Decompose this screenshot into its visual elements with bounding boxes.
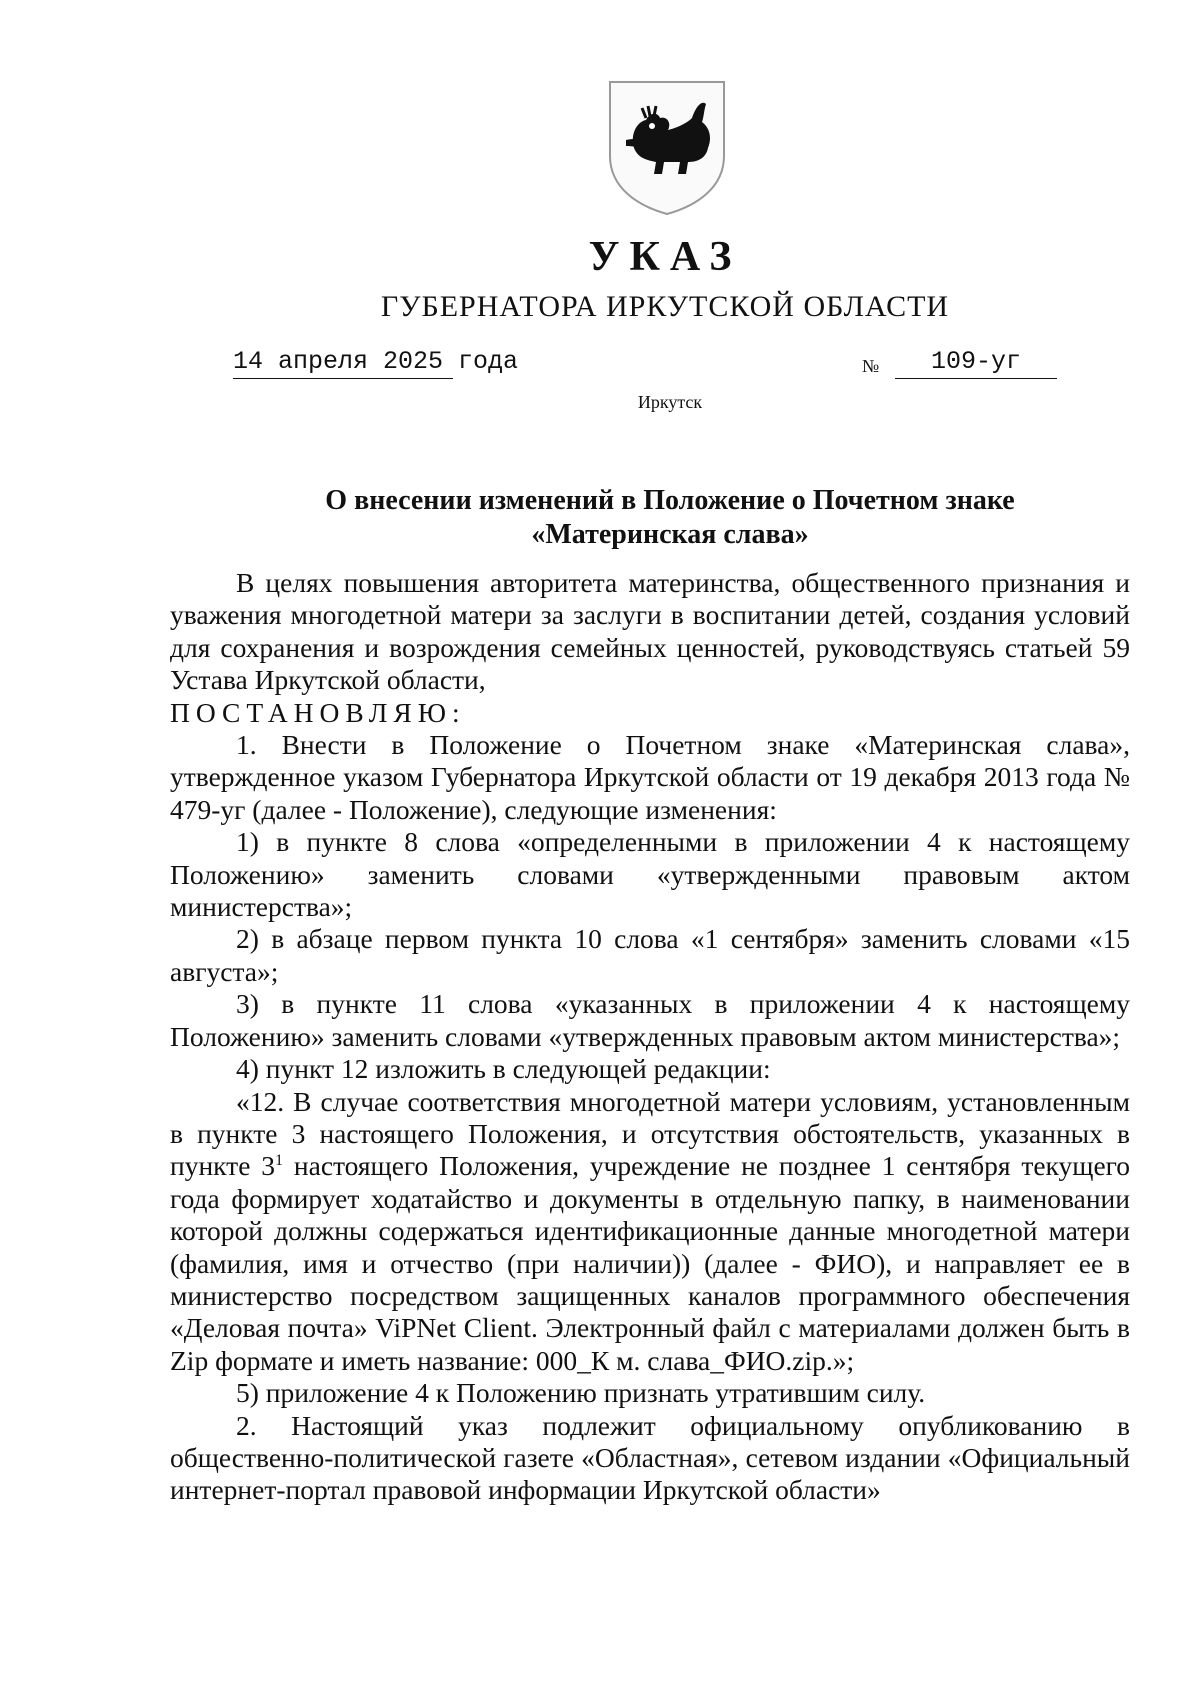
document-city: Иркутск xyxy=(637,392,703,412)
subitem-5-paragraph: 5) приложение 4 к Положению признать утратившим силу. xyxy=(236,1377,926,1409)
document-body xyxy=(170,567,1130,1507)
document-subtitle: ГУБЕРНАТОРА ИРКУТСКОЙ ОБЛАСТИ xyxy=(380,290,950,323)
subitem-1-paragraph: 1) в пункте 8 слова «определенными в приложении 4 к настоящему Положению» заменить словами «утвержденными правовым актом министерства»; xyxy=(170,826,1130,923)
document-title: УКАЗ xyxy=(588,234,742,280)
point-12-text-a: «12. В случае соответствия многодетной матери условиям, установленным в пункте 3 настоящего Положения, и отсутствия обстоятельств, указанных в пункте 3 xyxy=(170,1085,1130,1182)
coat-of-arms-icon xyxy=(606,78,728,216)
point-12-superscript: 1 xyxy=(275,1152,284,1170)
item-2-paragraph: 2. Настоящий указ подлежит официальному опубликованию в общественно-политической газете «Областная», сетевом издании «Официальный интернет-портал правовой информации Иркутской области» xyxy=(170,1409,1130,1506)
item-1-paragraph: 1. Внести в Положение о Почетном знаке «Материнская слава», утвержденное указом Губернатора Иркутской области от 19 декабря 2013 года № 479-уг (далее - Положение), следующие изменения: xyxy=(170,729,1130,825)
decree-word: ПОСТАНОВЛЯЮ: xyxy=(170,696,466,728)
point-12-paragraph xyxy=(170,1086,1130,1378)
document-number: 109-уг xyxy=(895,347,1057,379)
subitem-2-paragraph: 2) в абзаце первом пункта 10 слова «1 сентября» заменить словами «15 августа»; xyxy=(170,923,1130,987)
subitem-4-paragraph: 4) пункт 12 изложить в следующей редакции: xyxy=(236,1053,771,1085)
heading-line-1: О внесении изменений в Положение о Почетном знаке xyxy=(325,485,1015,516)
document-heading xyxy=(0,484,1200,552)
point-12-text-b: настоящего Положения, учреждение не позднее 1 сентября текущего года формирует ходатайство и документы в отдельную папку, в наименовании которой должны содержаться идентификационные данные многодетной матери (фамилия, имя и отчество (при наличии)) (далее - ФИО), и направляет ее в министерство посредством защищенных каналов программного обеспечения «Деловая почта» ViPNet Client. Электронный файл с материалами должен быть в Zip формате и иметь название: 000_К м. слава_ФИО.zip.»; xyxy=(170,1150,1130,1376)
preamble-paragraph: В целях повышения авторитета материнства, общественного признания и уважения многодетной матери за заслуги в воспитании детей, создания условий для сохранения и возрождения семейных ценностей, руководствуясь статьей 59 Устава Иркутской области, xyxy=(170,567,1130,696)
heading-line-2: «Материнская слава» xyxy=(531,519,809,550)
subitem-3-paragraph: 3) в пункте 11 слова «указанных в приложении 4 к настоящему Положению» заменить словами «утвержденных правовым актом министерства»; xyxy=(170,988,1130,1052)
number-label: № xyxy=(862,356,880,376)
document-date: 14 апреля 2025 года xyxy=(233,347,453,379)
